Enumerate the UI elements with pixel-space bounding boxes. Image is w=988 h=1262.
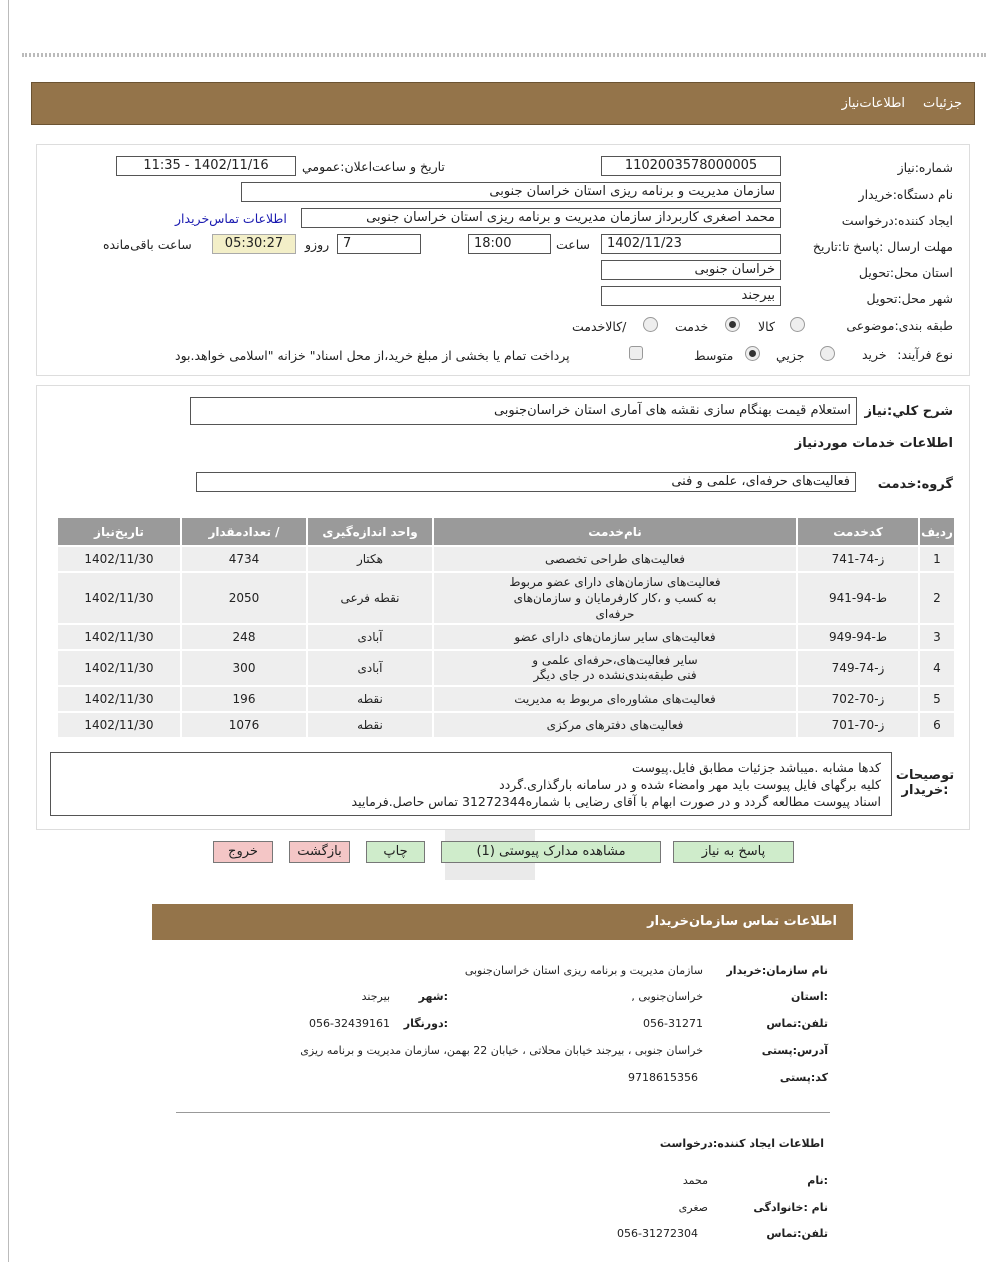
cell-unit: نقطه — [308, 713, 432, 737]
cell-name: فعالیت‌های دفترهای مرکزی — [434, 713, 796, 737]
creator-field: محمد اصغری کاربرداز سازمان مدیریت و برنامه ریزی استان خراسان جنوبی — [301, 208, 781, 228]
table-row — [58, 573, 954, 623]
treasury-payment-label: پرداخت تمام یا بخشی از مبلغ خرید،از محل اسناد" خزانه "اسلامی خواهد.بود — [175, 348, 570, 363]
cell-unit: نقطه — [308, 687, 432, 711]
view-docs-button[interactable]: مشاهده مدارک پیوستی (1) — [441, 841, 661, 863]
cell-code: ط-94-941 — [798, 573, 918, 623]
print-button[interactable]: چاپ — [366, 841, 425, 863]
cell-row: 3 — [920, 625, 954, 649]
cell-name: سایر فعالیت‌های،حرفه‌ای علمی و فنی طبقه‌بندی‌نشده در جای دیگر — [434, 651, 796, 685]
contact-phone-value: 056-31271 — [643, 1017, 703, 1030]
process-label: نوع فرآیند: — [897, 347, 953, 362]
cell-unit: آبادی — [308, 651, 432, 685]
page-header — [31, 82, 975, 125]
cell-unit: آبادی — [308, 625, 432, 649]
col-date: تاریخ‌نیاز — [58, 518, 180, 545]
col-qty: / تعدادمقدار — [182, 518, 306, 545]
days-field: 7 — [337, 234, 421, 254]
services-table — [56, 516, 956, 739]
radio-goods-service[interactable] — [643, 317, 658, 332]
province-field: خراسان جنوبی — [601, 260, 781, 280]
city-field: بیرجند — [601, 286, 781, 306]
cell-code: ط-94-949 — [798, 625, 918, 649]
notes-box — [50, 752, 892, 816]
contact-fax-value: 056-32439161 — [309, 1017, 390, 1030]
table-row — [58, 625, 954, 649]
creator-family-label: نام :خانوادگی — [753, 1201, 828, 1214]
cell-qty: 2050 — [182, 573, 306, 623]
creator-phone-label: تلفن:تماس — [766, 1227, 828, 1240]
cell-qty: 248 — [182, 625, 306, 649]
creator-name-value: محمد — [682, 1174, 708, 1187]
radio-partial[interactable] — [820, 346, 835, 361]
reply-button[interactable]: پاسخ به نیاز — [673, 841, 794, 863]
cell-name: فعالیت‌های مشاوره‌ای مربوط به مدیریت — [434, 687, 796, 711]
creator-family-value: صغری — [678, 1201, 708, 1214]
radio-goods-label: کالا — [758, 319, 775, 334]
notes-line-2: کلیه برگهای فایل پیوست باید مهر وامضاء شده و در سامانه بارگذاری.گردد — [499, 777, 881, 792]
buyer-contact-heading: اطلاعات تماس سازمان‌خریدار — [152, 904, 853, 940]
left-border-line — [8, 0, 9, 1262]
cell-row: 2 — [920, 573, 954, 623]
cell-code: ز-74-741 — [798, 547, 918, 571]
col-name: نام‌خدمت — [434, 518, 796, 545]
cell-unit: نقطه فرعی — [308, 573, 432, 623]
contact-city-label: :شهر — [418, 990, 448, 1003]
section-divider — [176, 1112, 830, 1113]
cell-code: ز-70-701 — [798, 713, 918, 737]
radio-service-label: خدمت — [675, 319, 709, 334]
cell-date: 1402/11/30 — [58, 651, 180, 685]
cell-date: 1402/11/30 — [58, 573, 180, 623]
need-number-label: شماره:نیاز — [897, 160, 953, 175]
table-header-row — [58, 518, 954, 545]
remaining-time-field: 05:30:27 — [212, 234, 296, 254]
radio-service[interactable] — [725, 317, 740, 332]
cell-row: 4 — [920, 651, 954, 685]
buyer-contact-link[interactable]: اطلاعات تماس‌خریدار — [175, 211, 287, 226]
col-unit: واحد اندازه‌گیری — [308, 518, 432, 545]
summary-label: شرح کلي:نیاز — [864, 404, 953, 419]
cell-code: ز-74-749 — [798, 651, 918, 685]
radio-medium[interactable] — [745, 346, 760, 361]
top-divider — [22, 53, 986, 57]
cell-date: 1402/11/30 — [58, 687, 180, 711]
back-button[interactable]: بازگشت — [289, 841, 350, 863]
contact-address-label: آدرس:پستی — [761, 1044, 828, 1057]
contact-province-label: :استان — [791, 990, 828, 1003]
table-row — [58, 687, 954, 711]
cell-row: 6 — [920, 713, 954, 737]
buyer-org-field: سازمان مدیریت و برنامه ریزی استان خراسان جنوبی — [241, 182, 781, 202]
services-heading: اطلاعات خدمات موردنیاز — [794, 436, 953, 451]
cell-row: 5 — [920, 687, 954, 711]
contact-org-label: نام سازمان:خریدار — [726, 964, 828, 977]
contact-address-value: خراسان جنوبی ، بیرجند خیابان محلاتی ، خیابان 22 بهمن، سازمان مدیریت و برنامه ریزی — [300, 1044, 703, 1057]
notes-label: توصیحات :خریدار — [895, 768, 955, 798]
table-row — [58, 713, 954, 737]
process-buy: خرید — [862, 347, 887, 362]
need-number-field: 1102003578000005 — [601, 156, 781, 176]
col-code: کدخدمت — [798, 518, 918, 545]
announce-label: تاریخ و ساعت‌اعلان:عمومي — [302, 159, 445, 174]
contact-fax-label: :دورنگار — [403, 1017, 448, 1030]
contact-city-value: بیرجند — [361, 990, 390, 1003]
table-row — [58, 547, 954, 571]
creator-phone-value: 056-31272304 — [617, 1227, 698, 1240]
notes-line-1: کدها مشابه .میباشد جزئیات مطابق فایل.پیوست — [632, 760, 881, 775]
cell-qty: 4734 — [182, 547, 306, 571]
radio-medium-label: متوسط — [694, 348, 734, 363]
radio-partial-label: جزیي — [776, 348, 805, 363]
creator-name-label: :نام — [807, 1174, 828, 1187]
tab-details[interactable]: جزئیات — [923, 96, 962, 111]
radio-goods-service-label: /کالاخدمت — [572, 319, 627, 334]
contact-org-value: سازمان مدیریت و برنامه ریزی استان خراسان‌جنوبی — [464, 964, 703, 977]
cell-date: 1402/11/30 — [58, 547, 180, 571]
cell-row: 1 — [920, 547, 954, 571]
announce-field: 1402/11/16 - 11:35 — [116, 156, 296, 176]
cell-code: ز-70-702 — [798, 687, 918, 711]
cell-date: 1402/11/30 — [58, 625, 180, 649]
contact-phone-label: تلفن:تماس — [766, 1017, 828, 1030]
days-label: روزو — [305, 237, 330, 252]
cell-qty: 196 — [182, 687, 306, 711]
treasury-payment-checkbox[interactable] — [629, 346, 643, 360]
deadline-date-field: 1402/11/23 — [601, 234, 781, 254]
province-label: استان محل:تحویل — [858, 265, 953, 280]
creator-label: ایجاد کننده:درخواست — [841, 213, 953, 228]
cell-name: فعالیت‌های طراحی تخصصی — [434, 547, 796, 571]
col-row: ردیف — [920, 518, 954, 545]
group-field: فعالیت‌های حرفه‌ای، علمی و فنی — [196, 472, 856, 492]
cell-name: فعالیت‌های سازمان‌های دارای عضو مربوط به کسب و ،کار کارفرمایان و سازمان‌های حرفه‌ای — [434, 573, 796, 623]
contact-postal-label: کد:پستی — [779, 1071, 828, 1084]
cell-date: 1402/11/30 — [58, 713, 180, 737]
category-label: طبقه بندی:موضوعی — [846, 318, 953, 333]
city-label: شهر محل:تحویل — [866, 291, 953, 306]
need-info-panel — [36, 144, 970, 376]
buyer-org-label: نام دستگاه:خریدار — [858, 187, 953, 202]
notes-line-3: اسناد پیوست مطالعه گردد و در صورت ابهام با آقای رضایی با شماره31272344 تماس حاصل.فرمایید — [351, 794, 881, 809]
cell-qty: 1076 — [182, 713, 306, 737]
contact-postal-value: 9718615356 — [628, 1071, 698, 1084]
tab-need-info[interactable]: اطلاعات‌نیاز — [841, 96, 906, 111]
cell-unit: هکتار — [308, 547, 432, 571]
creator-info-heading: اطلاعات ایجاد کننده:درخواست — [659, 1137, 824, 1150]
time-label: ساعت — [556, 237, 591, 252]
remaining-label: ساعت باقی‌مانده — [103, 237, 192, 252]
radio-goods[interactable] — [790, 317, 805, 332]
table-row — [58, 651, 954, 685]
deadline-label: مهلت ارسال :پاسخ تا:تاریخ — [812, 239, 953, 254]
summary-field: استعلام قیمت بهنگام سازی نقشه های آماری استان خراسان‌جنوبی — [190, 397, 857, 425]
cell-qty: 300 — [182, 651, 306, 685]
cell-name: فعالیت‌های سایر سازمان‌های دارای عضو — [434, 625, 796, 649]
group-label: گروه:خدمت — [877, 477, 953, 492]
deadline-time-field: 18:00 — [468, 234, 551, 254]
exit-button[interactable]: خروج — [213, 841, 273, 863]
contact-province-value: خراسان‌جنوبی , — [631, 990, 703, 1003]
